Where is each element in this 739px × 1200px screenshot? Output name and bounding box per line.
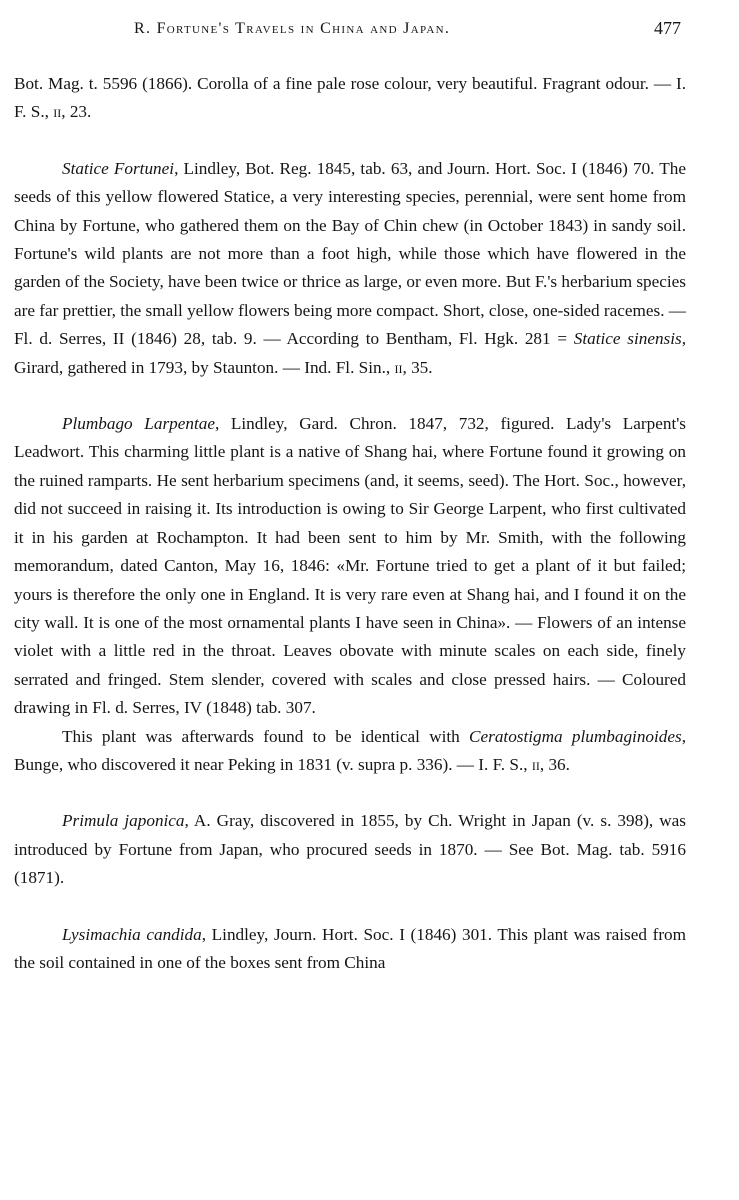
species-name: Plumbago Larpentae [62, 414, 215, 434]
paragraph-tail: , 35. [402, 357, 433, 377]
species-entry [14, 410, 686, 722]
page-number: 477 [654, 18, 681, 38]
paragraph-gap [14, 779, 686, 807]
paragraph-text: , Lindley, Journ. Hort. Soc. I (1846) 301. This plant was raised from the soil contained in one of the boxes sent from China [14, 924, 686, 972]
species-name: Primula japonica [62, 811, 185, 831]
species-name: Lysimachia candida [62, 924, 202, 944]
synonym-name: Statice sinensis [573, 329, 682, 349]
paragraph-text: , Girard, gathered in 1793, by Staunton. — Ind. Fl. Sin., [14, 329, 686, 377]
roman-numeral: ii [53, 102, 62, 122]
synonym-name: Ceratostigma plumbaginoides [469, 726, 682, 746]
paragraph-tail: , 36. [539, 754, 570, 774]
species-entry [14, 155, 686, 382]
paragraph-text: This plant was afterwards found to be identical with [62, 726, 470, 746]
paragraph-gap [14, 382, 686, 410]
running-title: R. Fortune's Travels in China and Japan. [134, 20, 451, 37]
paragraph-gap [14, 127, 686, 155]
paragraph-continued [14, 70, 686, 127]
paragraph-text: , A. Gray, discovered in 1855, by Ch. Wright in Japan (v. s. 398), was introduced by Fortune from Japan, who procured seeds in 1870. — See Bot. Mag. tab. 5916 (1871). [14, 811, 686, 888]
paragraph-tail: , 23. [61, 102, 92, 122]
paragraph [14, 723, 686, 780]
paragraph-text: , Bunge, who discovered it near Peking in 1831 (v. supra p. 336). — I. F. S., [14, 726, 687, 774]
paragraph-gap [14, 893, 686, 921]
page-body [14, 70, 686, 977]
roman-numeral: ii [531, 754, 540, 774]
paragraph-text: , Lindley, Gard. Chron. 1847, 732, figured. Lady's Larpent's Leadwort. This charming little plant is a native of Shang hai, where Fortune found it growing on the ruined ramparts. He sent herbarium specimens (and, it seems, seed). The Hort. Soc., however, did not succeed in raising it. Its introduction is owing to Sir George Larpent, who first cultivated it in his garden at Rochampton. It had been sent to him by Mr. Smith, with the following memorandum, dated Canton, May 16, 1846: «Mr. Fortune tried to get a plant of it but failed; yours is therefore the only one in England. It is very rare even at Shang hai, and I found it on the city wall. It is one of the most ornamental plants I have seen in China». — Flowers of an intense violet with a little red in the throat. Leaves obovate with minute scales on each side, finely serrated and fringed. Stem slender, covered with scales and close pressed hairs. — Coloured drawing in Fl. d. Serres, IV (1848) tab. 307. [14, 414, 686, 718]
running-head [134, 20, 681, 46]
roman-numeral: ii [394, 357, 403, 377]
paragraph-text: , Lindley, Bot. Reg. 1845, tab. 63, and Journ. Hort. Soc. I (1846) 70. The seeds of this yellow flowered Statice, a very interesting species, perennial, were sent home from China by Fortune, who gathered them on the Bay of Chin chew (in October 1843) in sandy soil. Fortune's wild plants are not more than a foot high, while those which have flowered in the garden of the Society, have been twice or thrice as large, or even more. But F.'s herbarium species are far prettier, the small yellow flowers being more compact. Short, close, one-sided racemes. — Fl. d. Serres, II (1846) 28, tab. 9. — According to Bentham, Fl. Hgk. 281 = [14, 158, 686, 349]
species-entry [14, 807, 686, 892]
species-name: Statice Fortunei [62, 158, 175, 178]
paragraph-text: Bot. Mag. t. 5596 (1866). Corolla of a fine pale rose colour, very beautiful. Fragrant odour. — I. F. S., [14, 74, 686, 122]
species-entry [14, 921, 686, 978]
